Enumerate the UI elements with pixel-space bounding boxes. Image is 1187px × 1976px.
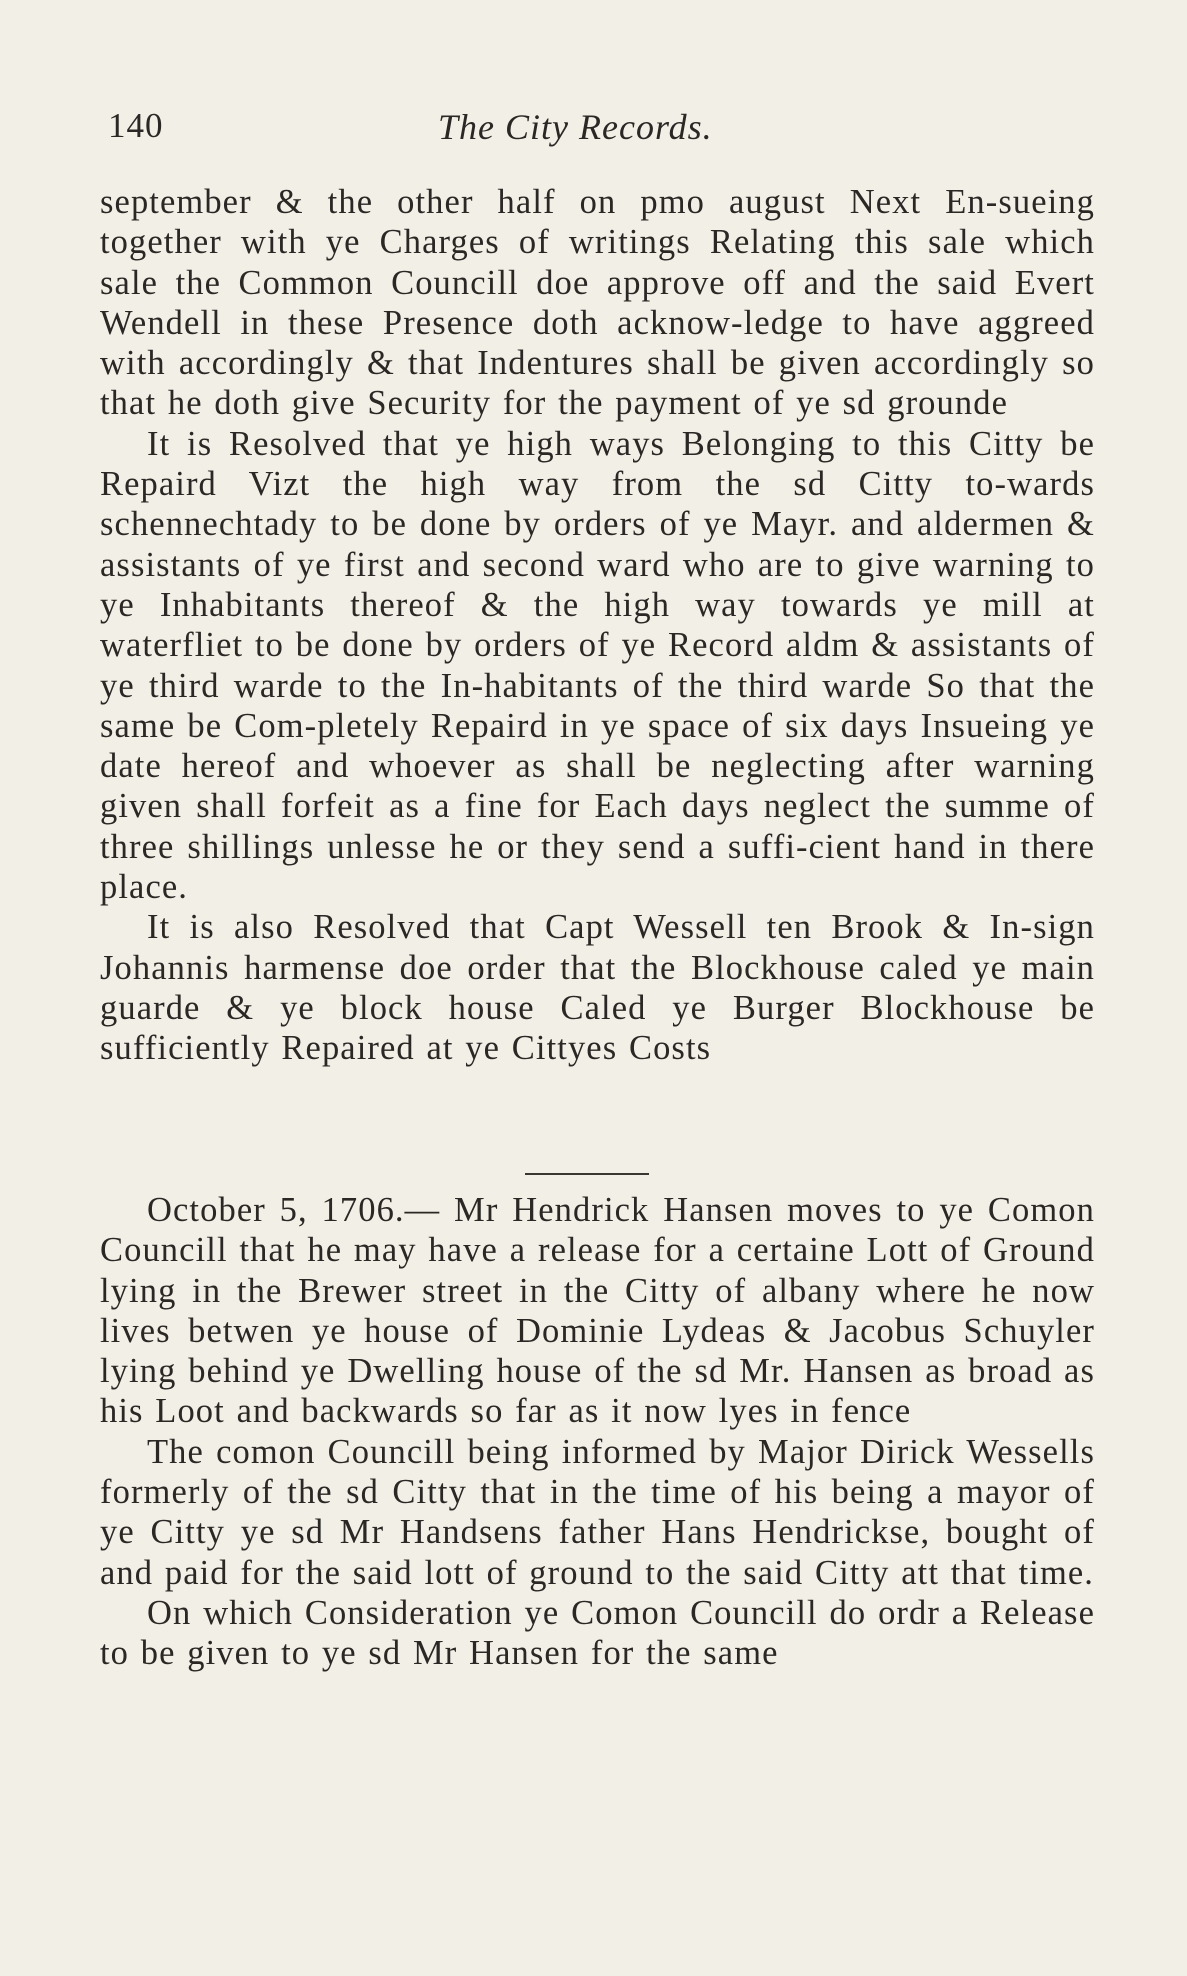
paragraph-hansen-motion: October 5, 1706.— Mr Hendrick Hansen moves to ye Comon Councill that he may have a release for a certaine Lott of Ground lying in the Brewer street in the Citty of albany where he now lives betwen ye house of Dominie Lydeas & Jacobus Schuyler lying behind ye Dwelling house of the sd Mr. Hansen as broad as his Loot and backwards so far as it now lyes in fence — [100, 1191, 1095, 1431]
paragraph-sale-continuation: september & the other half on pmo august Next En-sueing together with ye Charges of writings Relating this sale which sale the Common Councill doe approve off and the said Evert Wendell in these Presence doth acknow-ledge to have aggreed with accordingly & that Indentures shall be given accordingly so that he doth give Security for the payment of ye sd grounde — [100, 183, 1095, 423]
section-divider — [525, 1173, 649, 1175]
text-block-second — [100, 1190, 1095, 1674]
text-block-first — [100, 182, 1095, 1069]
paragraph-highways-resolution: It is Resolved that ye high ways Belonging to this Citty be Repaird Vizt the high way from the sd Citty to-wards schennechtady to be done by orders of ye Mayr. and aldermen & assistants of ye first and second ward who are to give warning to ye Inhabitants thereof & the high way towards ye mill at waterfliet to be done by orders of ye Record aldm & assistants of ye third warde to the In-habitants of the third warde So that the same be Com-pletely Repaird in ye space of six days Insueing ye date hereof and whoever as shall be neglecting after warning given shall forfeit as a fine for Each days neglect the summe of three shillings unlesse he or they send a suffi-cient hand in there place. — [100, 424, 1095, 907]
running-head — [108, 106, 1098, 156]
paragraph-blockhouse-resolution: It is also Resolved that Capt Wessell ten Brook & In-sign Johannis harmense doe order that the Blockhouse caled ye main guarde & ye block house Caled ye Burger Blockhouse be sufficiently Repaired at ye Cittyes Costs — [100, 908, 1095, 1068]
running-title: The City Records. — [438, 107, 713, 147]
paragraph-council-informed: The comon Councill being informed by Major Dirick Wessells formerly of the sd Citty that in the time of his being a mayor of ye Citty ye sd Mr Handsens father Hans Hendrickse, bought of and paid for the said lott of ground to the said Citty att that time. — [100, 1432, 1095, 1592]
page-number: 140 — [108, 106, 164, 145]
paragraph-release-order: On which Consideration ye Comon Councill do ordr a Release to be given to ye sd Mr Hansen for the same — [100, 1593, 1095, 1673]
